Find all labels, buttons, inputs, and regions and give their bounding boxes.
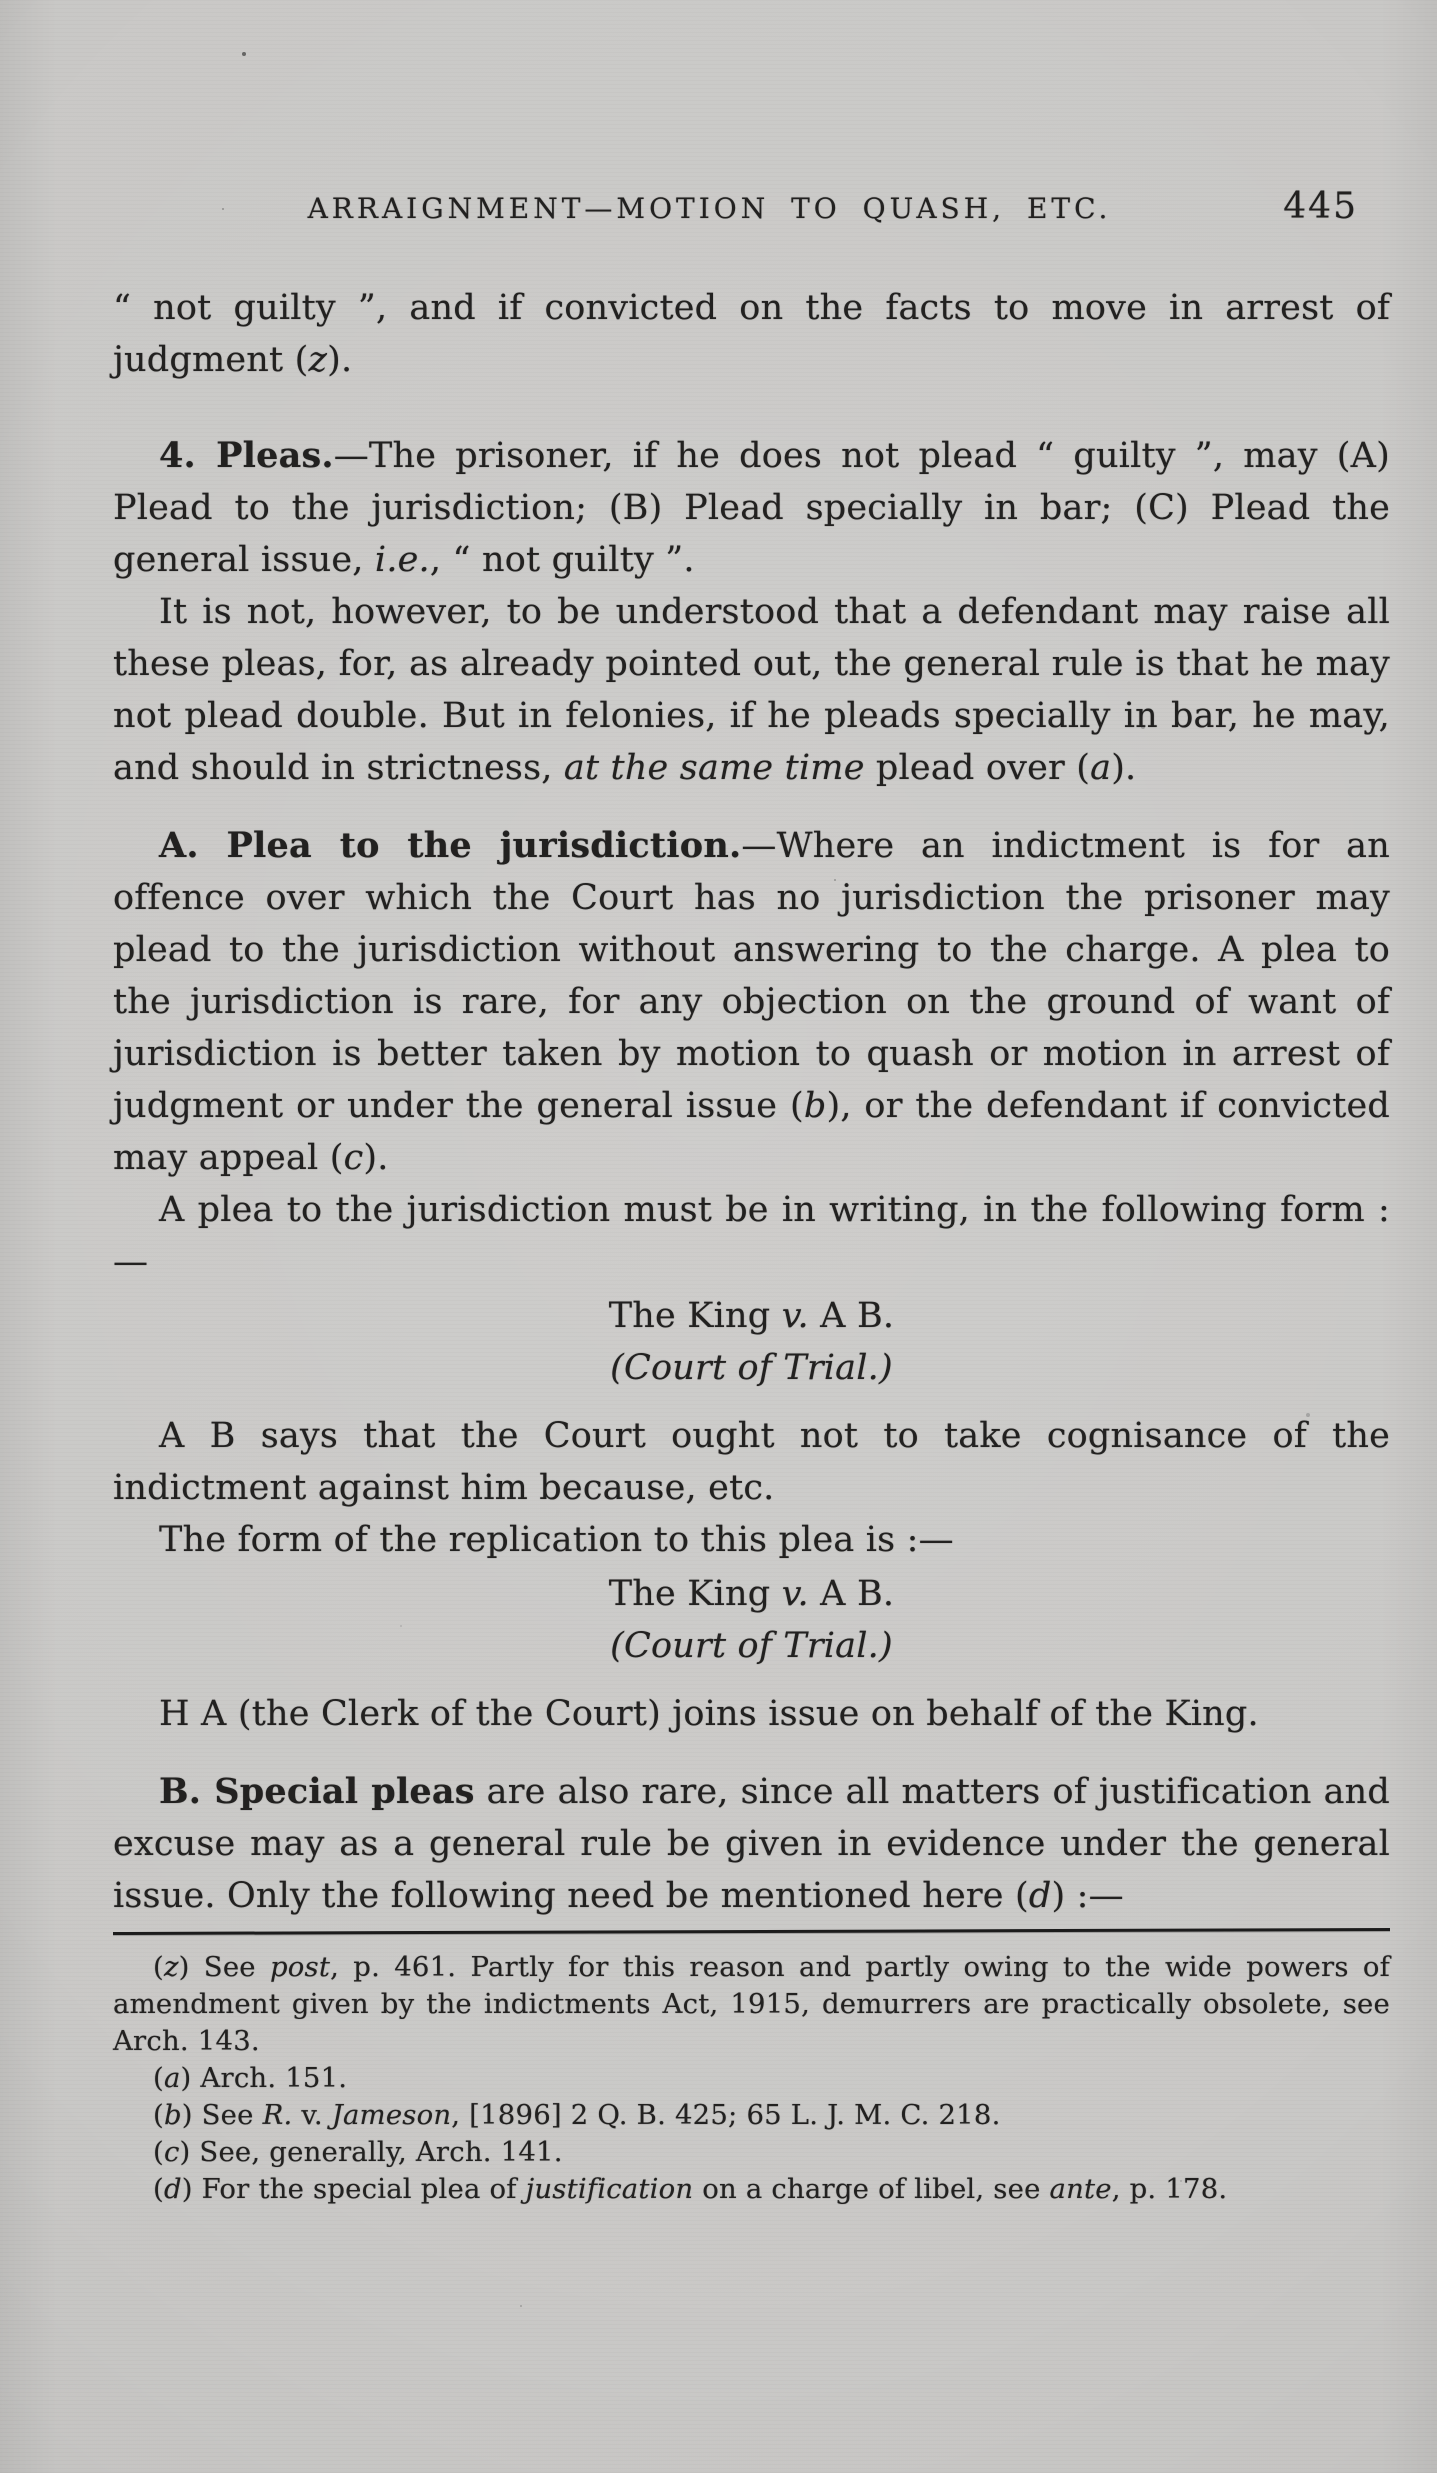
text-run: ). xyxy=(327,340,353,380)
text-run: ante xyxy=(1049,2173,1112,2205)
text-run: z xyxy=(163,1951,179,1983)
section-a-plea-to-jurisdiction-paragraph xyxy=(113,820,1390,1184)
text-run: , “ not guilty ”. xyxy=(429,540,695,580)
text-run: The King xyxy=(608,1296,782,1336)
text-run: A B says that the Court ought not to take cognisance of the indictment against him because, etc. xyxy=(113,1416,1390,1508)
form-caption-king-v-ab xyxy=(113,1290,1390,1342)
text-run: ( xyxy=(153,2099,164,2131)
paragraph-ha-clerk xyxy=(113,1688,1390,1740)
text-run: on a charge of libel, see xyxy=(693,2173,1050,2205)
text-run: ). xyxy=(363,1138,389,1178)
form-caption-king-v-ab-2 xyxy=(113,1568,1390,1620)
text-run: ) Arch. 151. xyxy=(180,2062,348,2094)
text-run: a xyxy=(163,2062,181,2094)
paragraph-plea-in-writing xyxy=(113,1184,1390,1288)
text-run: —The prisoner, if he does not plead “ guilty ”, may (A) Plead to the jurisdiction; (B) Plead specially in bar; (C) Plead the general issue, xyxy=(113,436,1390,580)
footnote-a xyxy=(113,2060,1390,2097)
text-run: Jameson xyxy=(331,2099,452,2131)
text-run: c xyxy=(163,2136,180,2168)
text-run: ) :— xyxy=(1051,1876,1124,1916)
text-run: ). xyxy=(1111,748,1137,788)
text-run: B. Special pleas xyxy=(159,1771,475,1812)
section-b-special-pleas-paragraph xyxy=(113,1766,1390,1922)
text-run: H A (the Clerk of the Court) joins issue on behalf of the King. xyxy=(159,1694,1259,1734)
running-head xyxy=(113,186,1390,232)
page-content xyxy=(113,186,1391,2208)
text-run: d xyxy=(163,2173,182,2205)
text-run: —Where an indictment is for an offence over which the Court has no jurisdiction the prisoner may plead to the jurisdiction without answering to the charge. A plea to the jurisdiction is rare, for any objection on the ground of want of jurisdiction is better taken by motion to quash or motion in arrest of judgment or under the general issue ( xyxy=(113,826,1390,1126)
text-run: are also rare, since all matters of justification and excuse may as a general rule be given in evidence under the general issue. Only the following need be mentioned here ( xyxy=(113,1772,1390,1916)
text-run: b xyxy=(803,1086,827,1126)
form-caption-court-of-trial xyxy=(113,1342,1390,1394)
text-run: The form of the replication to this plea is :— xyxy=(159,1520,954,1560)
text-run: at the same time xyxy=(563,748,865,788)
text-run: v. xyxy=(292,2099,332,2131)
footnote-z xyxy=(113,1949,1390,2060)
paragraph-plead-double xyxy=(113,586,1390,794)
text-run: , p. 461. Partly for this reason and partly owing to the wide powers of amendment given by the indictments Act, 1915, demurrers are practically obsolete, see Arch. 143. xyxy=(113,1951,1390,2057)
text-run: post xyxy=(269,1951,331,1983)
page-body xyxy=(113,282,1390,2208)
text-run: , [1896] 2 Q. B. 425; 65 L. J. M. C. 218. xyxy=(451,2099,1001,2131)
text-run: plead over ( xyxy=(864,748,1091,788)
text-run: justification xyxy=(525,2173,694,2205)
text-run: ( xyxy=(153,1951,164,1983)
text-run: A plea to the jurisdiction must be in writing, in the following form :— xyxy=(113,1190,1390,1282)
form-caption-court-of-trial-2 xyxy=(113,1620,1390,1672)
footnote-b xyxy=(113,2097,1390,2134)
text-run: ) See, generally, Arch. 141. xyxy=(179,2136,563,2168)
footnote-c xyxy=(113,2134,1390,2171)
text-run: a xyxy=(1090,748,1112,788)
text-run: R. xyxy=(262,2099,293,2131)
paper-speckles xyxy=(0,0,2,2)
text-run: v. xyxy=(781,1296,809,1336)
text-run: 4. Pleas. xyxy=(159,435,334,476)
text-run: A B. xyxy=(808,1296,895,1336)
text-run: A. Plea to the jurisdiction. xyxy=(159,825,742,866)
footnote-separator-rule xyxy=(113,1928,1390,1935)
text-run: ) For the special plea of xyxy=(181,2173,526,2205)
text-run: c xyxy=(343,1138,364,1178)
paragraph-form-of-replication xyxy=(113,1514,1390,1566)
paragraph-ab-says xyxy=(113,1410,1390,1514)
text-run: z xyxy=(308,340,328,380)
text-run: i.e. xyxy=(374,540,430,580)
text-run: (Court of Trial.) xyxy=(610,1348,893,1388)
text-run: “ not guilty ”, and if convicted on the facts to move in arrest of judgment ( xyxy=(113,288,1390,380)
text-run: ( xyxy=(153,2062,164,2094)
text-run: It is not, however, to be understood that a defendant may raise all these pleas, for, as already pointed out, the general rule is that he may not plead double. But in felonies, if he pleads specially in bar, he may, and should in strictness, xyxy=(113,592,1390,788)
running-title: ARRAIGNMENT—MOTION TO QUASH, ETC. xyxy=(307,192,1112,225)
text-run: , p. 178. xyxy=(1111,2173,1228,2205)
section-4-pleas-paragraph xyxy=(113,430,1390,586)
footnote-d xyxy=(113,2171,1390,2208)
text-run: b xyxy=(163,2099,182,2131)
text-run: ( xyxy=(153,2136,164,2168)
text-run: A B. xyxy=(808,1574,895,1614)
text-run: The King xyxy=(608,1574,782,1614)
paragraph-continuation xyxy=(113,282,1390,386)
text-run: v. xyxy=(781,1574,809,1614)
page-number: 445 xyxy=(1283,186,1358,227)
text-run: ), or the defendant if convicted may appeal ( xyxy=(113,1086,1391,1178)
text-run: ) See xyxy=(181,2099,263,2131)
text-run: ( xyxy=(153,2173,164,2205)
text-run: d xyxy=(1028,1876,1052,1916)
text-run: (Court of Trial.) xyxy=(610,1626,893,1666)
text-run: ) See xyxy=(178,1951,270,1983)
